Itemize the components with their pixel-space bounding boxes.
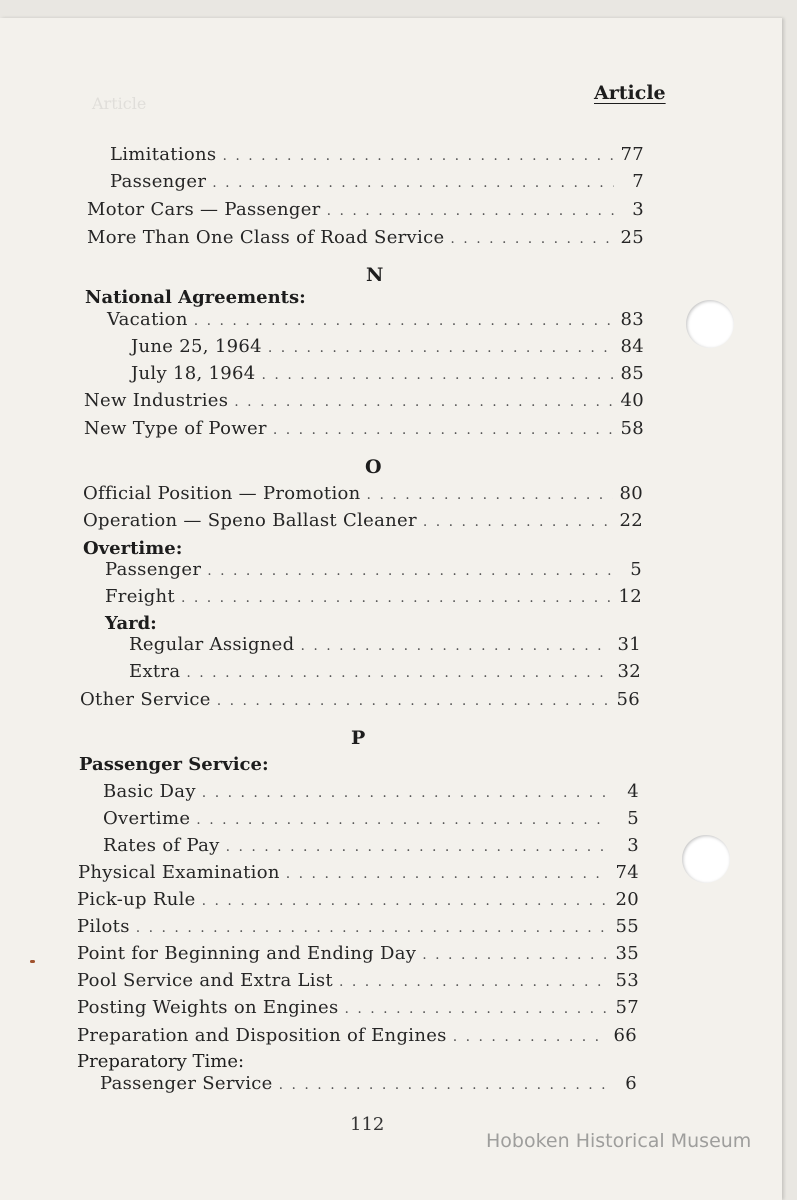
- index-heading: Overtime:: [83, 538, 183, 559]
- index-entry: Basic Day . . . 4: [103, 781, 639, 807]
- index-entry: Freight . . . 12: [105, 586, 642, 612]
- index-entry: Pool Service and Extra List . . . 53: [77, 970, 639, 996]
- index-entry: Point for Beginning and Ending Day . . . 35: [77, 943, 639, 969]
- index-entry: More Than One Class of Road Service . . . 25: [87, 227, 644, 253]
- index-entry: Overtime . . . 5: [103, 808, 639, 834]
- section-letter-p: P: [351, 727, 366, 749]
- museum-watermark: Hoboken Historical Museum: [486, 1130, 752, 1152]
- index-entry: Passenger . . . 5: [105, 559, 642, 585]
- index-entry: Operation — Speno Ballast Cleaner . . . 22: [83, 510, 643, 536]
- index-entry: Pilots . . . 55: [77, 916, 639, 942]
- section-letter-n: N: [366, 264, 384, 286]
- punch-hole-top: [686, 300, 734, 348]
- index-entry: Passenger . . . 7: [110, 171, 644, 197]
- page-number: 112: [350, 1114, 385, 1135]
- index-entry: June 25, 1964 . . . 84: [131, 336, 644, 362]
- index-entry: Physical Examination . . . 74: [78, 862, 639, 888]
- index-entry: Regular Assigned . . . 31: [129, 634, 641, 660]
- paper-speck: [30, 960, 35, 963]
- index-entry: July 18, 1964 . . . 85: [131, 363, 644, 389]
- index-entry: Rates of Pay . . . 3: [103, 835, 639, 861]
- index-entry: Vacation . . . 83: [107, 309, 644, 335]
- index-entry: Official Position — Promotion . . . 80: [83, 483, 643, 509]
- article-column-header: Article: [594, 82, 666, 104]
- index-entry: Motor Cars — Passenger . . . 3: [87, 199, 644, 225]
- section-letter-o: O: [365, 456, 382, 478]
- index-entry: Limitations . . . 77: [110, 144, 644, 170]
- index-entry: Posting Weights on Engines . . . 57: [77, 997, 639, 1023]
- index-entry: Pick-up Rule . . . 20: [77, 889, 639, 915]
- index-heading: Preparatory Time:: [77, 1051, 245, 1072]
- index-heading: Passenger Service:: [79, 754, 269, 775]
- index-entry: Passenger Service . . . 6: [100, 1073, 637, 1099]
- index-entry: Extra . . . 32: [129, 661, 641, 687]
- index-heading: National Agreements:: [85, 287, 306, 308]
- index-entry: New Industries . . . 40: [84, 390, 644, 416]
- index-heading: Yard:: [105, 613, 157, 634]
- bleed-through-text: Article: [92, 94, 147, 113]
- index-entry: New Type of Power . . . 58: [84, 418, 644, 444]
- punch-hole-bottom: [682, 835, 730, 883]
- index-entry: Preparation and Disposition of Engines . . . 66: [77, 1025, 637, 1051]
- index-entry: Other Service . . . 56: [80, 689, 640, 715]
